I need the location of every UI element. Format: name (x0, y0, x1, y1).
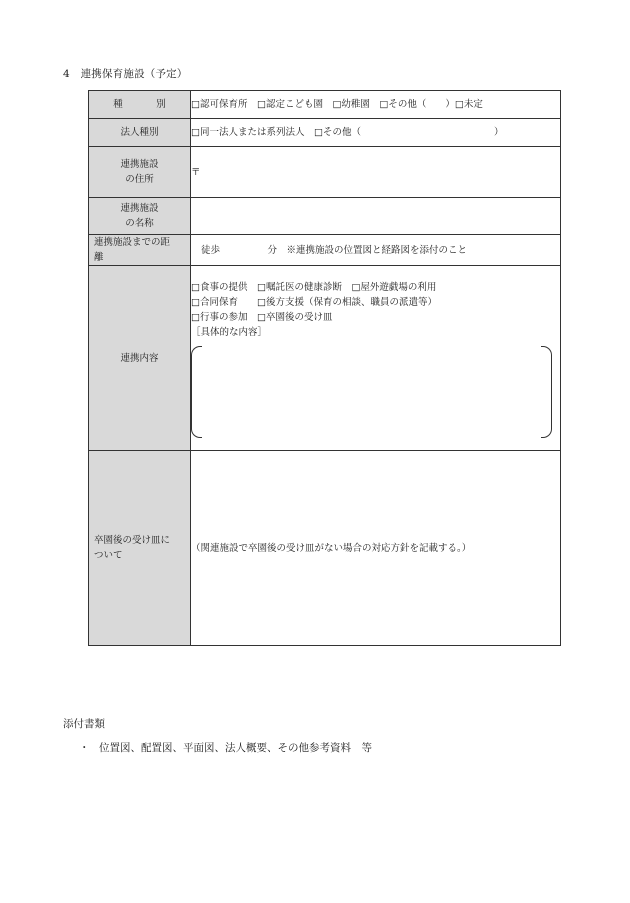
row-facility-name (89, 198, 561, 235)
attachment-item (79, 740, 372, 755)
label-type: 種 別 (89, 91, 191, 119)
section-title: 4 連携保育施設（予定） (63, 68, 188, 80)
row-address (89, 147, 561, 198)
label-corp-type: 法人種別 (89, 119, 191, 147)
field-distance[interactable]: 徒歩 分 ※連携施設の位置図と経路図を添付のこと (191, 235, 561, 266)
field-graduation[interactable] (191, 451, 561, 646)
field-content[interactable] (191, 266, 561, 451)
row-graduation (89, 451, 561, 646)
content-option-line-1[interactable]: □食事の提供 □嘱託医の健康診断 □屋外遊戯場の利用 (191, 282, 437, 293)
field-address[interactable]: 〒 (191, 147, 561, 198)
field-facility-name[interactable] (191, 198, 561, 235)
row-type (89, 91, 561, 119)
row-content (89, 266, 561, 451)
field-corp-type[interactable]: □同一法人または系列法人 □その他（ ） (191, 119, 561, 147)
content-option-line-3[interactable]: □行事の参加 □卒園後の受け皿 (191, 312, 333, 323)
details-bracket-box[interactable] (191, 346, 552, 436)
content-details-label: ［具体的な内容］ (191, 327, 268, 338)
label-distance: 連携施設までの距 離 (89, 235, 191, 266)
attachments-title: 添付書類 (63, 718, 105, 730)
label-graduation: 卒園後の受け皿に ついて (89, 451, 191, 646)
row-distance (89, 235, 561, 266)
label-address: 連携施設 の住所 (89, 147, 191, 198)
content-option-line-2[interactable]: □合同保育 □後方支援（保育の相談、職員の派遣等） (191, 297, 437, 308)
label-facility-name: 連携施設 の名称 (89, 198, 191, 235)
graduation-note: （関連施設で卒園後の受け皿がない場合の対応方針を記載する。） (191, 542, 472, 554)
facility-form-table (88, 90, 561, 646)
right-bracket (541, 346, 552, 438)
field-type[interactable]: □認可保育所 □認定こども園 □幼稚園 □その他（ ）□未定 (191, 91, 561, 119)
left-bracket (191, 346, 202, 438)
row-corp-type (89, 119, 561, 147)
label-content: 連携内容 (89, 266, 191, 451)
attachment-item-text: 位置図、配置図、平面図、法人概要、その他参考資料 等 (99, 742, 372, 754)
bullet-icon: ・ (79, 742, 90, 754)
